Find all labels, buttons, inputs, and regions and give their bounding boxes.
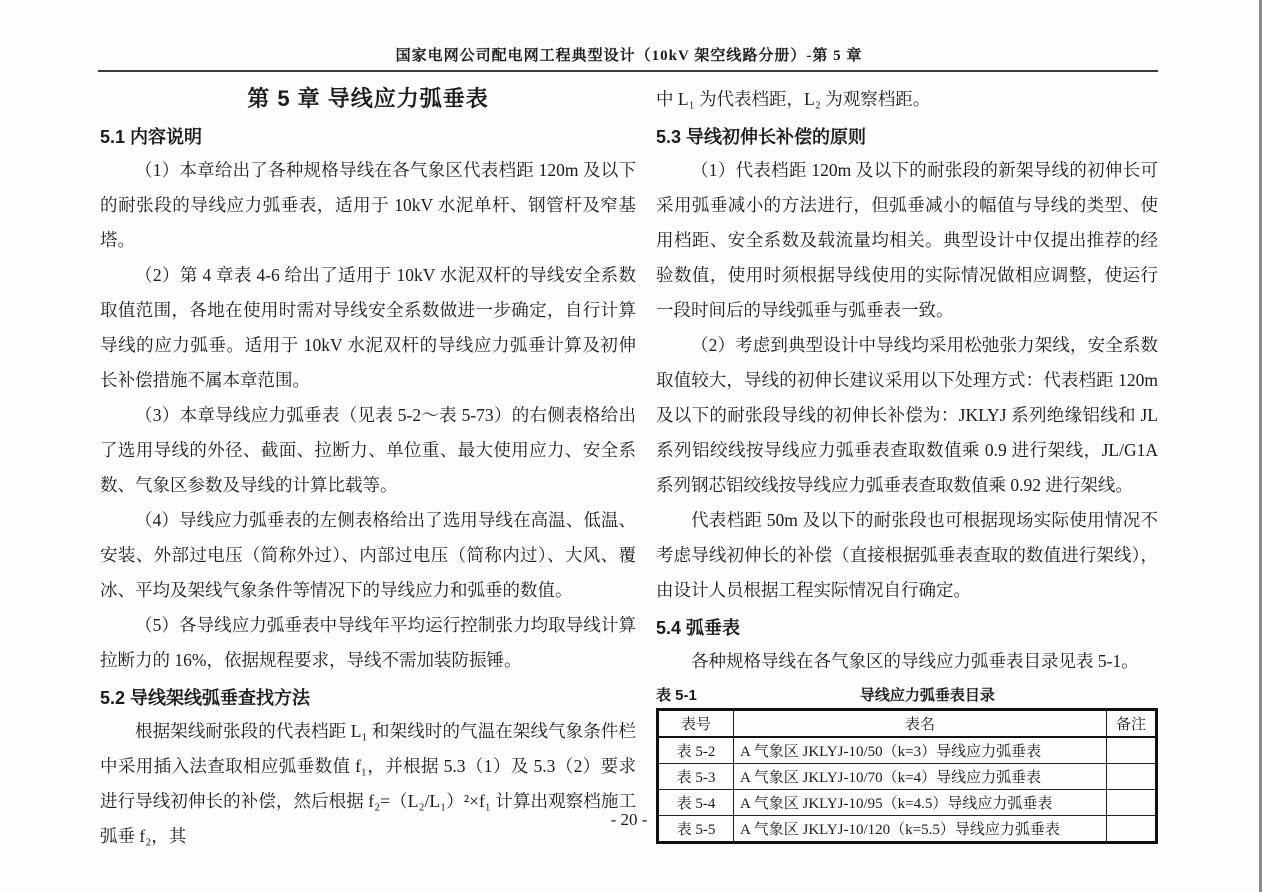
table-title: 导线应力弧垂表目录 <box>859 687 995 704</box>
paragraph-5-3-2: （2）考虑到典型设计中导线均采用松弛张力架线，安全系数取值较大，导线的初伸长建议采用以下处理方式：代表档距 120m 及以下的耐张段导线的初伸长补偿为：JKLYJ 系列绝缘铝线和 JL 系列铝绞线按导线应力弧垂表查取数值乘 0.9 进行架线，JL/G1A 系列钢芯铝绞线按导线应力弧垂表查取数值乘 0.92 进行架线。 <box>656 335 1158 495</box>
left-column <box>100 82 636 854</box>
table-label: 表 5-1 <box>656 687 697 704</box>
cell-table-no: 表 5-4 <box>658 790 734 816</box>
cell-table-name: A 气象区 JKLYJ-10/95（k=4.5）导线应力弧垂表 <box>734 790 1107 816</box>
table-caption-row <box>656 685 1158 705</box>
col-header-table-name: 表名 <box>734 710 1107 738</box>
cell-table-no: 表 5-3 <box>658 764 734 790</box>
table-header-row <box>658 710 1157 738</box>
section-heading-5-3: 5.3 导线初伸长补偿的原则 <box>656 127 867 147</box>
paragraph-5-1-1: （1）本章给出了各种规格导线在各气象区代表档距 120m 及以下的耐张段的导线应力弧垂表，适用于 10kV 水泥单杆、钢管杆及窄基塔。 <box>100 160 636 250</box>
right-column <box>656 82 1158 844</box>
cell-table-name: A 气象区 JKLYJ-10/70（k=4）导线应力弧垂表 <box>734 764 1107 790</box>
paragraph-5-1-4: （4）导线应力弧垂表的左侧表格给出了选用导线在高温、低温、安装、外部过电压（简称外过）、内部过电压（简称内过）、大风、覆冰、平均及架线气象条件等情况下的导线应力和弧垂的数值。 <box>100 510 636 600</box>
cell-note <box>1107 764 1157 790</box>
table-row <box>658 737 1157 764</box>
section-heading-5-1: 5.1 内容说明 <box>100 127 203 147</box>
paragraph-5-3-1: （1）代表档距 120m 及以下的耐张段的新架导线的初伸长可采用弧垂减小的方法进行，但弧垂减小的幅值与导线的类型、使用档距、安全系数及载流量均相关。典型设计中仅提出推荐的经验数值，使用时须根据导线使用的实际情况做相应调整，使运行一段时间后的导线弧垂与弧垂表一致。 <box>656 160 1158 320</box>
paragraph-5-4-1: 各种规格导线在各气象区的导线应力弧垂表目录见表 5-1。 <box>691 651 1139 671</box>
cell-note <box>1107 737 1157 764</box>
paragraph-5-1-5: （5）各导线应力弧垂表中导线年平均运行控制张力均取导线计算拉断力的 16%，依据规程要求，导线不需加装防振锤。 <box>100 615 636 670</box>
paragraph-5-3-3: 代表档距 50m 及以下的耐张段也可根据现场实际使用情况不考虑导线初伸长的补偿（直接根据弧垂表查取的数值进行架线），由设计人员根据工程实际情况自行确定。 <box>656 510 1158 600</box>
chapter-title: 第 5 章 导线应力弧垂表 <box>247 86 489 111</box>
col-header-table-no: 表号 <box>658 710 734 738</box>
paragraph-5-1-3: （3）本章导线应力弧垂表（见表 5-2～表 5-73）的右侧表格给出了选用导线的外径、截面、拉断力、单位重、最大使用应力、安全系数、气象区参数及导线的计算比载等。 <box>100 405 636 495</box>
paragraph-5-2-continuation: 中 L₁ 为代表档距，L₂ 为观察档距。 <box>656 89 931 109</box>
header-rule <box>98 70 1158 72</box>
paragraph-5-2-1: 根据架线耐张段的代表档距 L₁ 和架线时的气温在架线气象条件栏中采用插入法查取相应弧垂数值 f₁，并根据 5.3（1）及 5.3（2）要求进行导线初伸长的补偿，然后根据 f₂=（L₂/L₁）²×f₁ 计算出观察档施工弧垂 f₂，其 <box>100 721 636 846</box>
section-heading-5-4: 5.4 弧垂表 <box>656 618 741 638</box>
cell-table-no: 表 5-2 <box>658 737 734 764</box>
col-header-note: 备注 <box>1107 710 1157 738</box>
cell-table-name: A 气象区 JKLYJ-10/120（k=5.5）导线应力弧垂表 <box>734 816 1107 843</box>
paragraph-5-1-2: （2）第 4 章表 4-6 给出了适用于 10kV 水泥双杆的导线安全系数取值范围，各地在使用时需对导线安全系数做进一步确定，自行计算导线的应力弧垂。适用于 10kV 水泥双杆的导线应力弧垂计算及初伸长补偿措施不属本章范围。 <box>100 265 636 390</box>
page-number: - 20 - <box>610 810 648 829</box>
cell-table-no: 表 5-5 <box>658 816 734 843</box>
section-heading-5-2: 5.2 导线架线弧垂查找方法 <box>100 688 311 708</box>
running-header: 国家电网公司配电网工程典型设计（10kV 架空线路分册）-第 5 章 <box>395 48 863 64</box>
cell-table-name: A 气象区 JKLYJ-10/50（k=3）导线应力弧垂表 <box>734 737 1107 764</box>
table-row <box>658 764 1157 790</box>
